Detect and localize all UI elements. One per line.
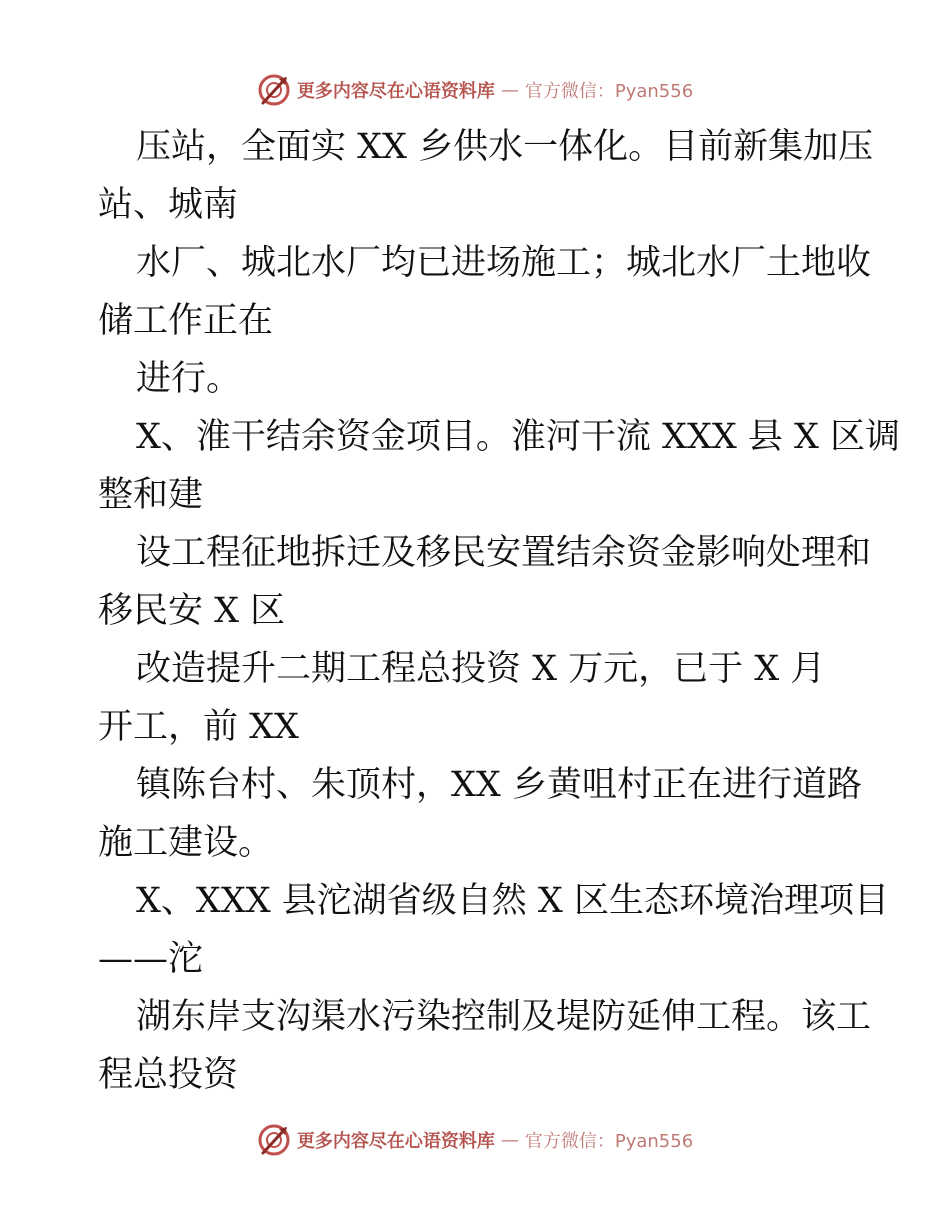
site-name-text: 更多内容尽在心语资料库	[296, 1131, 495, 1152]
text-line: 湖东岸支沟渠水污染控制及堤防延伸工程。该工	[136, 997, 872, 1037]
text-line: 整和建	[98, 475, 204, 515]
text-line: 改造提升二期工程总投资 X 万元，已于 X 月	[136, 649, 826, 689]
text-line: X、淮干结余资金项目。淮河干流 XXX 县 X 区调	[136, 417, 901, 457]
text-line: 水厂、城北水厂均已进场施工；城北水厂土地收	[136, 243, 872, 283]
text-line: 压站，全面实 XX 乡供水一体化。目前新集加压	[136, 127, 874, 167]
wechat-id-text: 官方微信：Pyan556	[524, 81, 694, 102]
text-line: 站、城南	[98, 185, 239, 225]
text-line: 镇陈台村、朱顶村，XX 乡黄咀村正在进行道路	[136, 765, 862, 805]
text-line: 移民安 X 区	[98, 591, 286, 631]
text-line: 设工程征地拆迁及移民安置结余资金影响处理和	[136, 533, 872, 573]
footer-watermark-banner	[0, 1120, 950, 1160]
quill-logo-icon	[257, 73, 291, 107]
text-line: 进行。	[136, 359, 242, 399]
text-line: ——沱	[98, 939, 204, 979]
site-name-text: 更多内容尽在心语资料库	[296, 81, 495, 102]
header-watermark-banner	[0, 70, 950, 110]
dash-separator: —	[500, 1129, 519, 1151]
dash-separator: —	[500, 79, 519, 101]
text-line: 储工作正在	[98, 301, 274, 341]
text-line: X、XXX 县沱湖省级自然 X 区生态环境治理项目	[136, 881, 889, 921]
text-line: 开工，前 XX	[98, 707, 299, 747]
text-line: 程总投资	[98, 1055, 239, 1095]
text-line: 施工建设。	[98, 823, 274, 863]
quill-logo-icon	[257, 1123, 291, 1157]
wechat-id-text: 官方微信：Pyan556	[524, 1131, 694, 1152]
